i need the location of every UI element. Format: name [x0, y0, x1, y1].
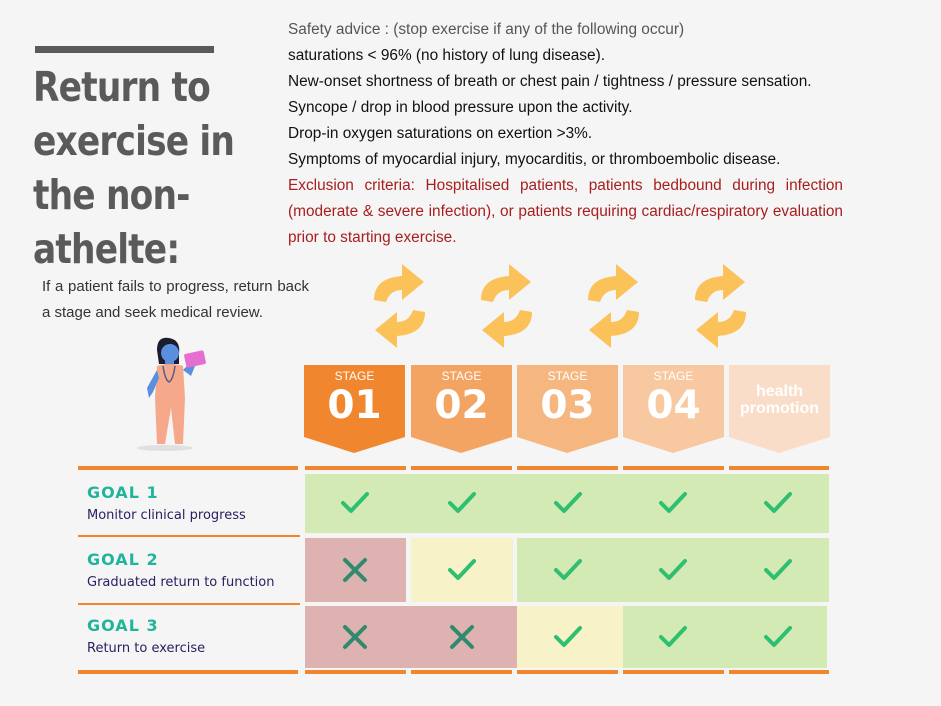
check-icon	[556, 494, 580, 511]
cross-icon	[345, 560, 365, 580]
stage-number: health promotion	[739, 383, 820, 417]
safety-heading: Safety advice : (stop exercise if any of the following occur)	[288, 21, 685, 38]
check-icon	[766, 561, 790, 578]
stage-label: STAGE	[547, 369, 588, 383]
safety-item: New-onset shortness of breath or chest pain / tightness / pressure sensation.	[288, 73, 812, 90]
check-icon	[450, 494, 474, 511]
stage-number: 01	[327, 383, 382, 428]
cross-icon	[452, 627, 472, 647]
goal-title: GOAL 3	[87, 616, 159, 635]
cross-icon	[345, 627, 365, 647]
stage-number: 02	[434, 383, 489, 428]
page-title: Return to exercise in the non-athelte:	[33, 63, 235, 273]
exclusion-criteria: Exclusion criteria: Hospitalised patients, patients bedbound during infection (moderate & severe infection), or patients requiring cardiac/respiratory evaluation prior to starting exercise.	[288, 177, 843, 246]
check-icon	[556, 628, 580, 645]
goal-description: Graduated return to function	[87, 575, 275, 590]
fail-note: If a patient fails to progress, return back a stage and seek medical review.	[42, 278, 309, 321]
safety-item: saturations < 96% (no history of lung disease).	[288, 47, 605, 64]
stage-label: STAGE	[334, 369, 375, 383]
check-icon	[766, 494, 790, 511]
check-icon	[556, 561, 580, 578]
goal-title: GOAL 2	[87, 550, 159, 569]
stage-label: STAGE	[441, 369, 482, 383]
check-icon	[766, 628, 790, 645]
safety-item: Syncope / drop in blood pressure upon the activity.	[288, 99, 633, 116]
check-icon	[661, 494, 685, 511]
goal-description: Return to exercise	[87, 641, 206, 656]
check-icon	[343, 494, 367, 511]
safety-item: Symptoms of myocardial injury, myocarditis, or thromboembolic disease.	[288, 151, 781, 168]
goal-title: GOAL 1	[87, 483, 159, 502]
check-icon	[450, 561, 474, 578]
safety-item: Drop-in oxygen saturations on exertion >3%.	[288, 125, 593, 142]
stage-number: 04	[646, 383, 701, 428]
stage-label: STAGE	[653, 369, 694, 383]
goal-description: Monitor clinical progress	[87, 508, 246, 523]
check-icon	[661, 561, 685, 578]
stage-number: 03	[540, 383, 595, 428]
check-icon	[661, 628, 685, 645]
